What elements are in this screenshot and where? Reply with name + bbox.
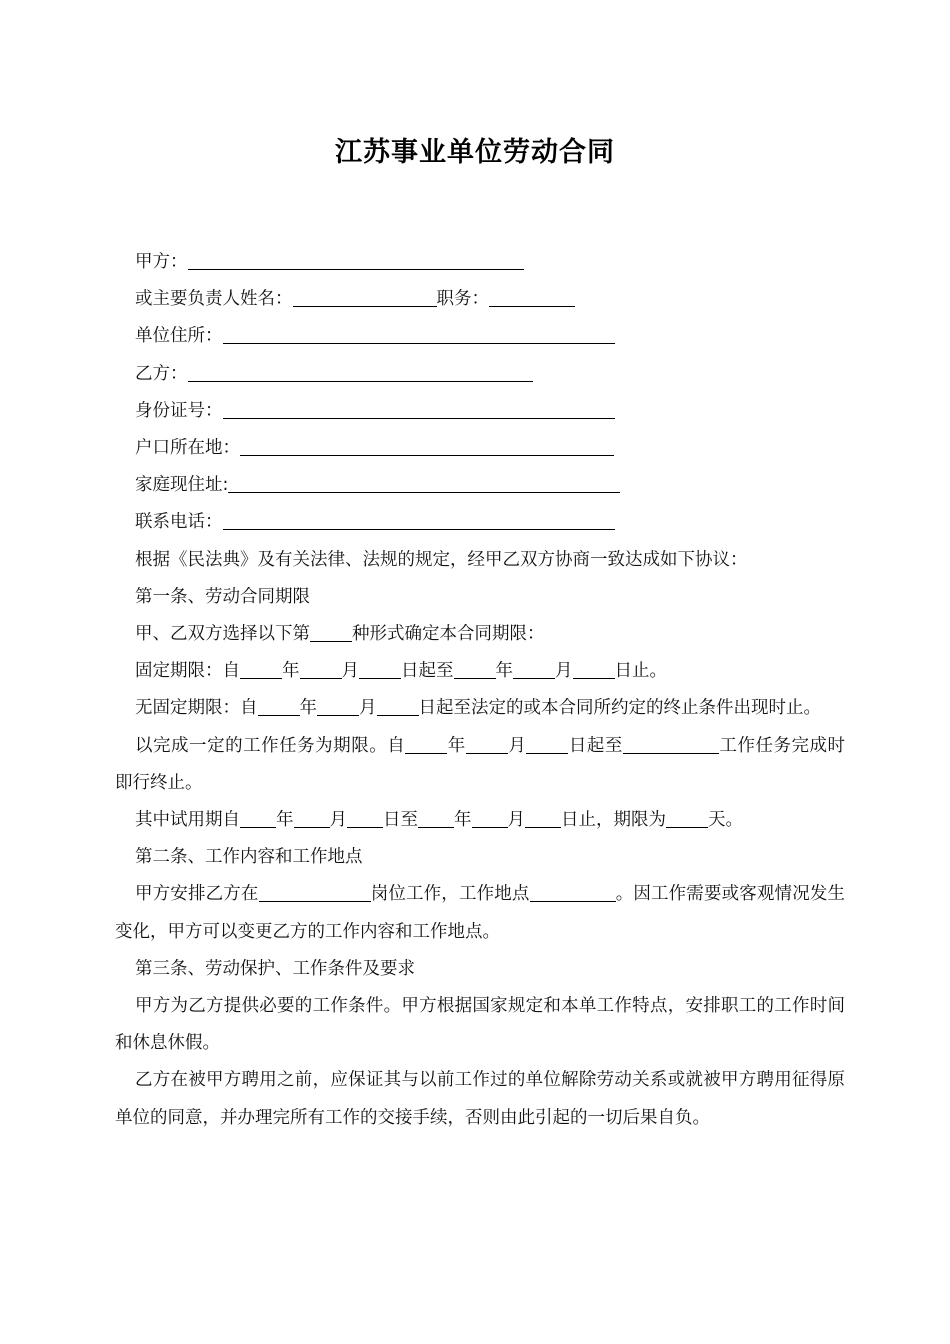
year-unit: 年 — [299, 698, 317, 719]
party-a-line — [115, 244, 845, 281]
party-b-blank[interactable] — [188, 362, 533, 382]
task-term-text: 以完成一定的工作任务为期限。自 — [135, 735, 406, 756]
household-label: 户口所在地： — [135, 438, 240, 459]
article-1-heading: 第一条、劳动合同期限 — [135, 586, 310, 607]
term-choice-blank[interactable] — [310, 622, 352, 642]
day-unit: 日起至 — [401, 661, 454, 682]
open-start-month-blank[interactable] — [317, 696, 359, 716]
month-unit: 月 — [359, 698, 377, 719]
open-term-rest: 日起至法定的或本合同所约定的终止条件出现时止。 — [418, 698, 821, 719]
month-unit: 月 — [341, 661, 359, 682]
document-title: 江苏事业单位劳动合同 — [335, 137, 615, 168]
open-start-year-blank[interactable] — [258, 696, 300, 716]
year-unit: 年 — [276, 810, 294, 831]
address-label: 单位住所： — [135, 326, 223, 347]
month-unit: 月 — [507, 810, 525, 831]
fixed-term-end-text: 日止。 — [614, 661, 667, 682]
term-choice-line — [115, 616, 845, 653]
home-label: 家庭现住址: — [135, 475, 229, 496]
prior-employment-paragraph: 乙方在被甲方聘用之前，应保证其与以前工作过的单位解除劳动关系或就被甲方聘用征得原单位的同意，并办理完所有工作的交接手续，否则由此引起的一切后果自负。 — [115, 1070, 845, 1128]
id-label: 身份证号： — [135, 400, 223, 421]
article-2-heading: 第二条、工作内容和工作地点 — [135, 847, 363, 868]
fixed-end-year-blank[interactable] — [454, 659, 496, 679]
party-b-line — [115, 356, 845, 393]
trial-end-month-blank[interactable] — [472, 808, 508, 828]
year-unit: 年 — [282, 661, 300, 682]
id-blank[interactable] — [223, 399, 615, 419]
position-blank[interactable] — [489, 287, 575, 307]
work-content-paragraph — [115, 876, 845, 950]
fixed-start-year-blank[interactable] — [240, 659, 282, 679]
work-content-rest: 。因工作需要或客观情况发生变化，甲方可以变更乙方的工作内容和工作地点。 — [115, 884, 846, 942]
task-start-month-blank[interactable] — [466, 734, 508, 754]
home-blank[interactable] — [228, 473, 620, 493]
responsible-line — [115, 281, 845, 318]
month-unit: 月 — [507, 735, 527, 756]
month-unit: 月 — [329, 810, 347, 831]
task-term-rest: 工作任务完成时即行终止。 — [115, 735, 846, 793]
household-line — [115, 430, 845, 467]
document-body — [115, 244, 845, 1137]
task-term-paragraph — [115, 728, 845, 802]
trial-start-month-blank[interactable] — [294, 808, 330, 828]
household-blank[interactable] — [240, 436, 614, 456]
day-unit: 日起至 — [568, 735, 623, 756]
party-b-label: 乙方： — [135, 363, 188, 384]
work-conditions-paragraph: 甲方为乙方提供必要的工作条件。甲方根据国家规定和本单工作特点，安排职工的工作时间和休息休假。 — [115, 996, 845, 1054]
trial-days-blank[interactable] — [666, 808, 708, 828]
term-choice-text: 甲、乙双方选择以下第 — [135, 624, 310, 645]
trial-days-unit: 天。 — [708, 810, 743, 831]
phone-line — [115, 504, 845, 541]
day-unit: 日至 — [383, 810, 418, 831]
task-start-day-blank[interactable] — [526, 734, 568, 754]
year-unit: 年 — [447, 735, 466, 756]
party-a-blank[interactable] — [188, 250, 524, 270]
term-choice-text-end: 种形式确定本合同期限： — [352, 624, 545, 645]
trial-start-day-blank[interactable] — [347, 808, 383, 828]
intro-paragraph: 根据《民法典》及有关法律、法规的规定，经甲乙双方协商一致达成如下协议： — [135, 549, 748, 570]
trial-end-year-blank[interactable] — [418, 808, 454, 828]
fixed-start-day-blank[interactable] — [359, 659, 401, 679]
address-blank[interactable] — [223, 324, 615, 344]
open-term-paragraph — [115, 690, 845, 727]
position-label: 职务： — [436, 289, 489, 310]
fixed-term-text: 固定期限：自 — [135, 661, 240, 682]
address-line — [115, 318, 845, 355]
month-unit: 月 — [555, 661, 573, 682]
trial-start-year-blank[interactable] — [240, 808, 276, 828]
open-term-text: 无固定期限：自 — [135, 698, 258, 719]
job-post-blank[interactable] — [259, 882, 371, 902]
work-place-blank[interactable] — [530, 882, 616, 902]
party-a-label: 甲方： — [135, 252, 188, 272]
task-name-blank[interactable] — [623, 734, 719, 754]
work-place-text: 岗位工作，工作地点 — [370, 884, 530, 905]
open-start-day-blank[interactable] — [377, 696, 419, 716]
trial-period-line — [115, 802, 845, 839]
trial-end-day-blank[interactable] — [525, 808, 561, 828]
responsible-blank[interactable] — [293, 287, 437, 307]
article-3-heading: 第三条、劳动保护、工作条件及要求 — [135, 958, 415, 979]
year-unit: 年 — [454, 810, 472, 831]
fixed-end-day-blank[interactable] — [573, 659, 615, 679]
year-unit: 年 — [495, 661, 513, 682]
responsible-label: 或主要负责人姓名： — [135, 289, 293, 310]
trial-period-text: 其中试用期自 — [135, 810, 240, 831]
phone-label: 联系电话： — [135, 512, 223, 533]
fixed-start-month-blank[interactable] — [300, 659, 342, 679]
phone-blank[interactable] — [223, 510, 615, 530]
trial-end-text: 日止，期限为 — [561, 810, 666, 831]
id-line — [115, 393, 845, 430]
work-content-text: 甲方安排乙方在 — [135, 884, 259, 905]
fixed-term-line — [115, 653, 845, 690]
home-line — [115, 467, 845, 504]
fixed-end-month-blank[interactable] — [513, 659, 555, 679]
task-start-year-blank[interactable] — [405, 734, 447, 754]
